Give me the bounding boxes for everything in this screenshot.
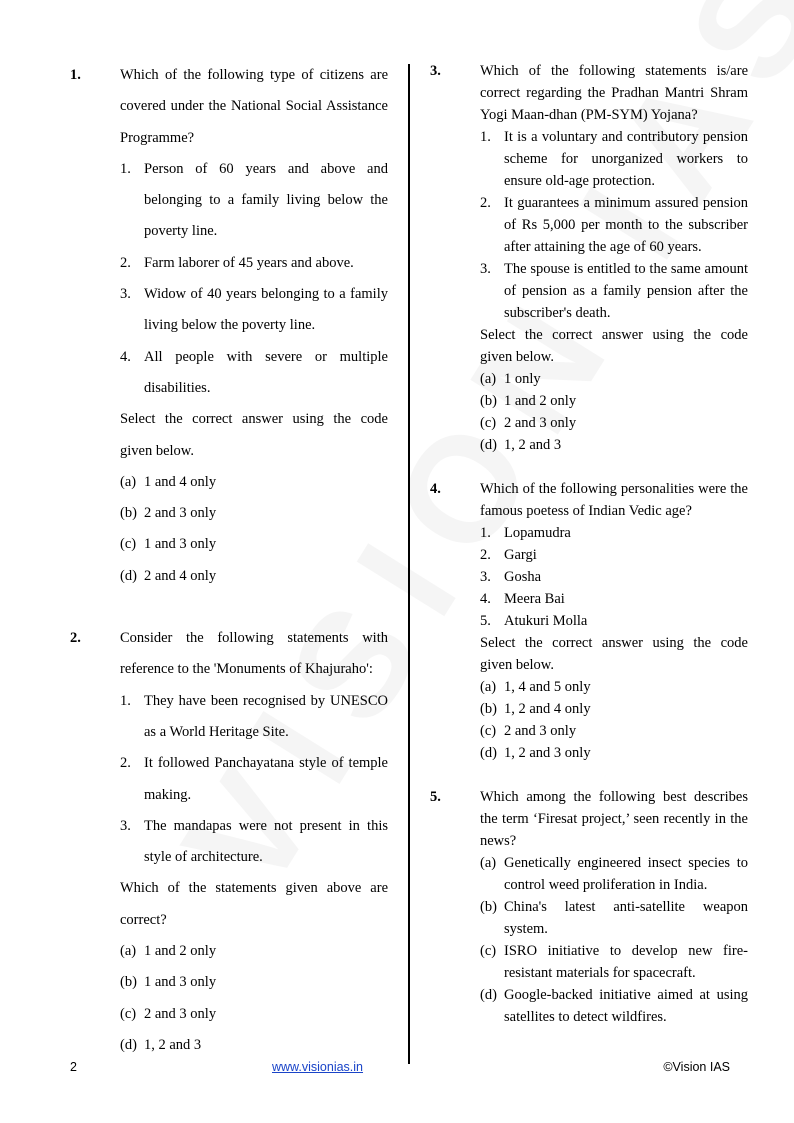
option-label: (a) (480, 371, 497, 387)
left-column (70, 60, 388, 1092)
question-stem: Which among the following best describes the term ‘Firesat project,’ seen recently in the news? (480, 789, 748, 849)
question-number: 2. (70, 630, 81, 647)
statement-item (120, 342, 388, 405)
statement-text: It guarantees a minimum assured pension of Rs 5,000 per month to the subscriber after attaining the age of 60 years. (504, 195, 748, 255)
statement-label: 1. (480, 129, 491, 145)
question-number: 1. (70, 67, 81, 83)
option-label: (a) (120, 473, 137, 490)
option-text: Genetically engineered insect species to control weed proliferation in India. (504, 855, 748, 893)
option-item (480, 940, 748, 984)
option-item (120, 529, 388, 560)
statement-item (120, 811, 388, 874)
statement-label: 3. (480, 569, 491, 585)
option-text: 2 and 3 only (144, 505, 217, 522)
option-item (120, 1030, 388, 1061)
option-item (480, 676, 748, 698)
statement-text: Person of 60 years and above and belonging to a family living below the poverty line. (144, 160, 388, 240)
option-item (480, 434, 748, 456)
statement-label: 3. (120, 286, 131, 303)
answer-prompt: Select the correct answer using the code given below. (480, 327, 748, 365)
question (430, 478, 748, 764)
question (70, 623, 388, 1061)
statement-list (480, 522, 748, 632)
option-text: 1 and 4 only (144, 473, 217, 490)
option-list (480, 676, 748, 764)
option-text: 1, 2 and 3 (144, 1036, 202, 1053)
option-label: (b) (120, 505, 137, 522)
statement-text: All people with severe or multiple disabilities. (144, 348, 388, 396)
question-number: 5. (430, 789, 441, 805)
option-label: (c) (120, 1005, 137, 1022)
question-stem: Which of the following type of citizens are covered under the National Social Assistance Programme? (120, 67, 388, 146)
right-column (430, 60, 748, 1050)
option-text: 1, 2 and 3 (504, 437, 562, 453)
option-label: (a) (120, 943, 137, 960)
statement-item (480, 522, 748, 544)
copyright-text: ©Vision IAS (663, 1060, 730, 1074)
statement-item (120, 154, 388, 248)
option-label: (c) (120, 536, 137, 553)
option-list (480, 368, 748, 456)
statement-text: The spouse is entitled to the same amount of pension as a family pension after the subscriber's death. (504, 261, 748, 321)
option-item (480, 852, 748, 896)
statement-text: Gargi (504, 547, 537, 563)
statement-text: Lopamudra (504, 525, 571, 541)
statement-item (480, 126, 748, 192)
answer-prompt: Select the correct answer using the code given below. (120, 411, 388, 459)
option-label: (d) (480, 745, 497, 761)
question-number: 3. (430, 63, 441, 79)
option-text: 1, 2 and 3 only (504, 745, 591, 761)
option-text: China's latest anti-satellite weapon system. (504, 899, 748, 937)
answer-prompt: Which of the statements given above are correct? (120, 880, 388, 928)
option-item (120, 936, 388, 967)
question-stem: Which of the following personalities were the famous poetess of Indian Vedic age? (480, 481, 748, 519)
page-number: 2 (70, 1060, 77, 1074)
statement-label: 5. (480, 613, 491, 629)
answer-prompt: Select the correct answer using the code given below. (480, 635, 748, 673)
option-text: 2 and 3 only (504, 415, 577, 431)
option-item (120, 999, 388, 1030)
statement-item (480, 588, 748, 610)
option-item (480, 984, 748, 1028)
statement-label: 1. (120, 160, 131, 177)
option-label: (b) (480, 701, 497, 717)
option-text: 1, 4 and 5 only (504, 679, 591, 695)
statement-label: 2. (480, 195, 491, 211)
option-text: 2 and 3 only (144, 1005, 217, 1022)
statement-list (120, 686, 388, 874)
option-text: 1 and 3 only (144, 536, 217, 553)
statement-text: Meera Bai (504, 591, 565, 607)
option-list (120, 936, 388, 1061)
statement-text: The mandapas were not present in this style of architecture. (144, 817, 388, 866)
statement-text: Gosha (504, 569, 542, 585)
statement-text: It followed Panchayatana style of temple making. (144, 755, 388, 803)
option-label: (b) (480, 393, 497, 409)
statement-text: Widow of 40 years belonging to a family living below the poverty line. (144, 286, 388, 334)
question (430, 60, 748, 456)
option-text: ISRO initiative to develop new fire-resistant materials for spacecraft. (504, 943, 748, 981)
statement-item (480, 192, 748, 258)
option-item (480, 368, 748, 390)
statement-list (120, 154, 388, 404)
option-item (480, 896, 748, 940)
question (430, 786, 748, 1028)
option-item (480, 742, 748, 764)
statement-item (120, 279, 388, 342)
statement-item (480, 258, 748, 324)
option-text: 1 only (504, 371, 541, 387)
statement-item (120, 248, 388, 279)
statement-text: It is a voluntary and contributory pension scheme for unorganized workers to ensure old-age protection. (504, 129, 748, 189)
statement-label: 4. (480, 591, 491, 607)
statement-item (120, 748, 388, 811)
option-label: (b) (120, 974, 137, 991)
option-item (120, 561, 388, 592)
option-item (120, 467, 388, 498)
option-item (480, 698, 748, 720)
option-label: (c) (480, 415, 497, 431)
option-label: (d) (120, 567, 137, 584)
option-label: (c) (480, 723, 497, 739)
column-divider (408, 64, 410, 1064)
option-text: 1 and 3 only (144, 974, 217, 991)
question-number: 4. (430, 481, 441, 497)
option-label: (a) (480, 855, 497, 871)
statement-text: Atukuri Molla (504, 613, 588, 629)
statement-text: Farm laborer of 45 years and above. (144, 254, 354, 271)
statement-label: 1. (480, 525, 491, 541)
statement-text: They have been recognised by UNESCO as a World Heritage Site. (144, 692, 388, 740)
statement-label: 3. (480, 261, 491, 277)
question (70, 60, 388, 592)
statement-label: 2. (120, 254, 131, 271)
option-text: 1 and 2 only (504, 393, 577, 409)
option-text: 2 and 3 only (504, 723, 577, 739)
option-item (480, 412, 748, 434)
statement-item (480, 566, 748, 588)
statement-item (120, 686, 388, 749)
option-label: (b) (480, 899, 497, 915)
option-label: (d) (480, 987, 497, 1003)
statement-label: 1. (120, 692, 131, 709)
option-item (120, 967, 388, 998)
option-item (480, 720, 748, 742)
option-text: 2 and 4 only (144, 567, 217, 584)
statement-label: 2. (480, 547, 491, 563)
statement-list (480, 126, 748, 324)
option-item (120, 498, 388, 529)
option-item (480, 390, 748, 412)
statement-item (480, 610, 748, 632)
option-label: (d) (120, 1036, 137, 1053)
option-label: (a) (480, 679, 497, 695)
question-stem: Which of the following statements is/are correct regarding the Pradhan Mantri Shram Yogi Maan-dhan (PM-SYM) Yojana? (480, 63, 748, 123)
statement-label: 3. (120, 817, 131, 834)
option-label: (d) (480, 437, 497, 453)
option-text: 1, 2 and 4 only (504, 701, 591, 717)
question-stem: Consider the following statements with reference to the 'Monuments of Khajuraho': (120, 630, 388, 678)
option-text: 1 and 2 only (144, 943, 217, 960)
statement-item (480, 544, 748, 566)
option-list (480, 852, 748, 1028)
website-link[interactable]: www.visionias.in (272, 1060, 364, 1074)
statement-label: 2. (120, 755, 131, 772)
option-text: Google-backed initiative aimed at using satellites to detect wildfires. (504, 987, 748, 1025)
page-footer (70, 1060, 730, 1078)
option-list (120, 467, 388, 592)
option-label: (c) (480, 943, 497, 959)
statement-label: 4. (120, 348, 131, 365)
